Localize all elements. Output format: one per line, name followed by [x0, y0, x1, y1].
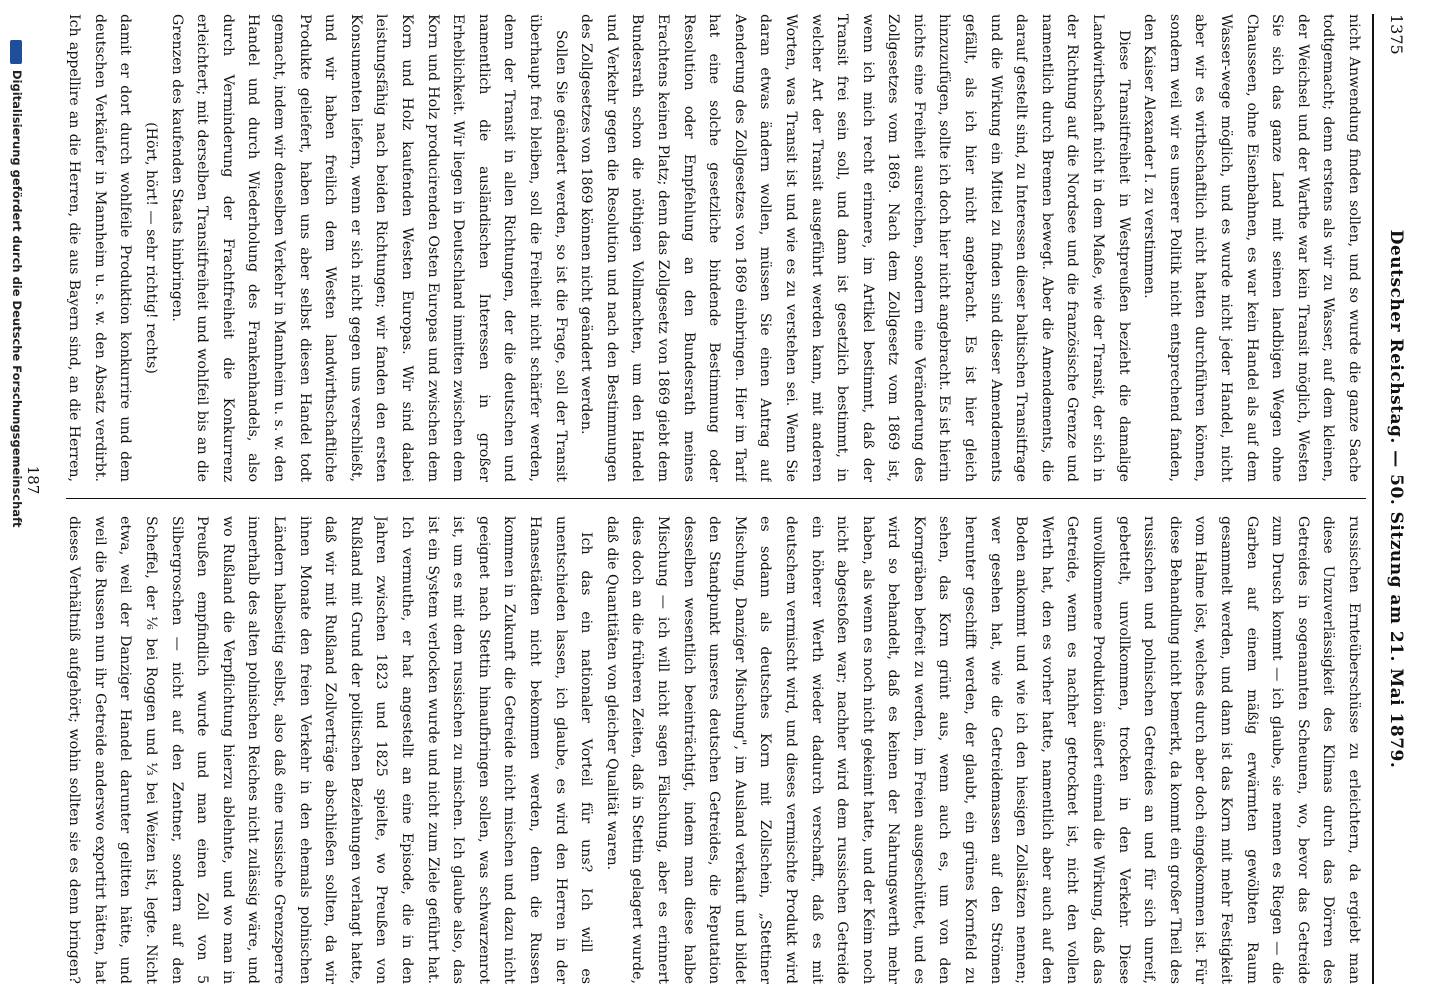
header-rule — [1372, 14, 1374, 984]
dfg-logo-icon — [11, 40, 23, 64]
left-paragraph: Diese Transitfreiheit in Westpreußen bezieht die damalige Landwirthschaft nicht in dem Maße, wie der Transit, der sich in der Richtung auf die Nordsee und die französische Grenze und namentlich durch Bremen bewegt. Aber die Amendements, die darauf gestellt sind, zu Interessen dieser baltischen Transitfrage und die Wirkung ein Mittel zu finden sind dieser Amendements gefällt, als ich hier nicht angebracht. Es ist hier gleich hinzuzufügen, sollte ich doch hier nicht angebracht. Es ist hierin nichts eine Freiheit ausreichen, sondern eine Veränderung des Zollgesetzes vom 1869. Nach dem Zollgesetz vom 1869 ist, wenn ich mich recht erinnere, im Artikel bestimmt, daß der Transit frei sein soll, und dann ist gesetzlich bestimmt, in welcher Art der Transit ausgeführt werden kann, mit anderen Worten, was Transit ist und wie es zu verstehen sei. Wenn Sie daran etwas ändern wollen, müssen Sie einen Antrag auf Aenderung des Zollgesetzes von 1869 einbringen. Hier im Tarif hat eine solche gesetzliche bindende Bestimmung oder Resolution oder Empfehlung an den Bundesrath meines Erachtens keinen Platz; denn das Zollgesetz von 1869 giebt dem Bundesrath schon die nöthigen Vollmachten, um den Handel und Verkehr gegen die Resolution und nach den Bestimmungen des Zollgesetzes von 1869 können nicht geändert werden. — [578, 14, 1132, 482]
left-paragraph: Sollen Sie geändert werden, so ist die Frage, soll der Transit überhaupt frei bleiben, soll die Freiheit nicht schärfer werden, denn der Transit in allen Richtungen, der die deutschen und namentlich die ausländischen Interessen in großer Erheblichkeit. Wir liegen in Deutschland inmitten zwischen dem Korn und Holz producirenden Osten Europas und zwischen dem Korn und Holz kaufenden Westen Europas. Wir sind dabei leistungsfähig nach beiden Richtungen; wir fanden den ersten Konsumenten liefern, wenn er sich nicht gegen uns verschließt, und wir haben freilich dem Westen landwirthschaftliche Produkte geliefert, haben uns aber selbst diesen Handel todt gemacht, indem wir denselben Verkehr in Mannheim u. s. w. den Handel und durch Wiederholung des Frankenhandels, also durch Verminderung der Frachtfreiheit die Konkurrenz erleichtert; mit derselben Transitfreiheit und wohlfeil bis an die Grenzen des kaufenden Staats hinbringen. — [168, 14, 569, 482]
interjection: (Hört, hört! — sehr richtig! rechts) — [143, 122, 160, 374]
left-paragraph: damit er dort durch wohlfeile Produktion konkurrire und dem deutschen Verkäufer in Mannheim u. s. w. den Absatz verdirbt. Ich appellire an die Herren, die aus Bayern sind, an die Herren, — [66, 14, 134, 482]
right-paragraph: russischen Ernteüberschüsse zu erleichtern, da ergiebt man diese Unzuverlässigkeit des Klimas durch das Dörren des Getreides in sogenannten Scheunen, wo, bevor das Getreide zum Drusch kommt — ich glaube, sie nennen es Riegen — die Garben auf einem mäßig erwärmten gewölbten Raum gesammelt werden, und dann ist das Korn mit mehr Festigkeit vom Halme löst, welches durch aber doch eingekommen ist. Für diese Behandlung nicht bemerkt, da kommt ein großer Theil des russischen und polnischen Getreides an und für sich unreif, gebettelt, unvollkommen, trocken in den Verkehr. Diese unvollkommene Produktion äußert einmal die Wirkung, daß das Getreide, wenn es nachher getrocknet ist, nicht den vollen Werth hat, den es vorher hatte, namentlich aber auch auf den Boden ankommt und wie ich den hiesigen Zollsätzen nennen; wer gesehen hat, wie die Getreidemassen auf den Strömen herunter geschifft werden, der glaubt, ein grünes Kornfeld zu sehen, das Korn grünt aus, wenn auch es, um von den Korngräben befreit zu werden, im Freien ausgeschüttet, und es wird so behandelt, daß es keinen der Nahrungswerth mehr haben, als wenn es noch nicht gekeimt hatte, und der Keim noch nicht abgestoßen war; nachher wird dem russischen Getreide ein höherer Werth wieder dadurch verschafft, daß es mit deutschem vermischt wird, und dieses vermischte Produkt wird es sodann als deutsches Korn mit Zollschein, „Stettiner Mischung, Danziger Mischung", im Ausland verkauft und bildet den Standpunkt unseres deutschen Getreides, die Reputation desselben wesentlich beeinträchtigt, indem man diese halbe Mischung — ich will nicht sagen Fälschung, aber es erinnert dies doch an die früheren Zeiten, daß in Stettin gelagert wurde, daß die Quantitäten von gleicher Qualität waren. — [603, 516, 1362, 984]
left-paragraph: nicht Anwendung finden sollen, und so wurde die ganze Sache todtgemacht; denn erstens als wir zu Wasser, auf dem kleinen, der Weichsel und der Warthe war kein Transit möglich, Westen Sie sich das ganze Land mit seinen landbigen Wegen ohne Chausseen, ohne Eisenbahnen, es war kein Handel als auf dem Wasser-wege möglich, und es wurde nicht jeder Handel, nicht aber wir es wirthschaftlich nicht hatten durchführen können, sondern weil wir es unserer Politik nicht entsprechend fanden, den Kaiser Alexander I. zu verstimmen. — [1141, 14, 1362, 482]
page-header — [1376, 14, 1412, 984]
column-divider — [66, 498, 1366, 499]
left-column — [66, 14, 1366, 482]
digitization-credit — [6, 40, 24, 960]
page-number: 1375 — [1387, 14, 1406, 55]
credit-text: Digitalisierung gefördert durch die Deutsche Forschungsgemeinschaft — [10, 70, 24, 528]
right-paragraph: Ich das ein nationaler Vorteil für uns? Ich will es unentschieden lassen, ich glaube, es wird den Herren in der Hansestädten nicht bekommen werden, denn die Russen kommen in Zukunft die Getreide nicht mischen und dazu nicht geeignet nach Stettin hinaufbringen sollen, was schwarzenrot ist, um es mit dem russischen zu mischen. Ich glaube also, das ist ein System verlocken wurde und nicht zum Ziele geführt hat. Ich vermuthe, er hat angestellt an eine Episode, die in den Jahren zwischen 1823 und 1825 spielte, wo Preußen von Rußland mit Grund der politischen Beziehungen verlangt hatte, daß wir mit Rußland Zollverträge abschließen sollten, da wir ihnen Monate den freien Verkehr in den ehemals polnischen Ländern halbseitig selbst, also daß eine russische Grenzsperre innerhalb des alten polnischen Reiches nicht zulässig wäre, und wo Rußland die Verpflichtung hierzu ablehnte, und wo man in Preußen empfindlich wurde und man einen Zoll von 5 Silbergroschen — nicht auf den Zentner, sondern auf den Scheffel, der ⅙ bei Roggen und ⅓ bei Weizen ist, legte. Nicht etwa, weil der Danziger Handel darunter gelitten hätte, und weil die Russen nun ihr Getreide anderswo exportirt hätten, hat dieses Verhältniß aufgehört; wohin sollten sie es denn bringen? — [66, 516, 595, 984]
right-column — [66, 516, 1366, 984]
running-title: Deutscher Reichstag. — 50. Sitzung am 21. Mai 1879. — [1386, 229, 1406, 769]
folio-number: 187 — [24, 465, 42, 495]
